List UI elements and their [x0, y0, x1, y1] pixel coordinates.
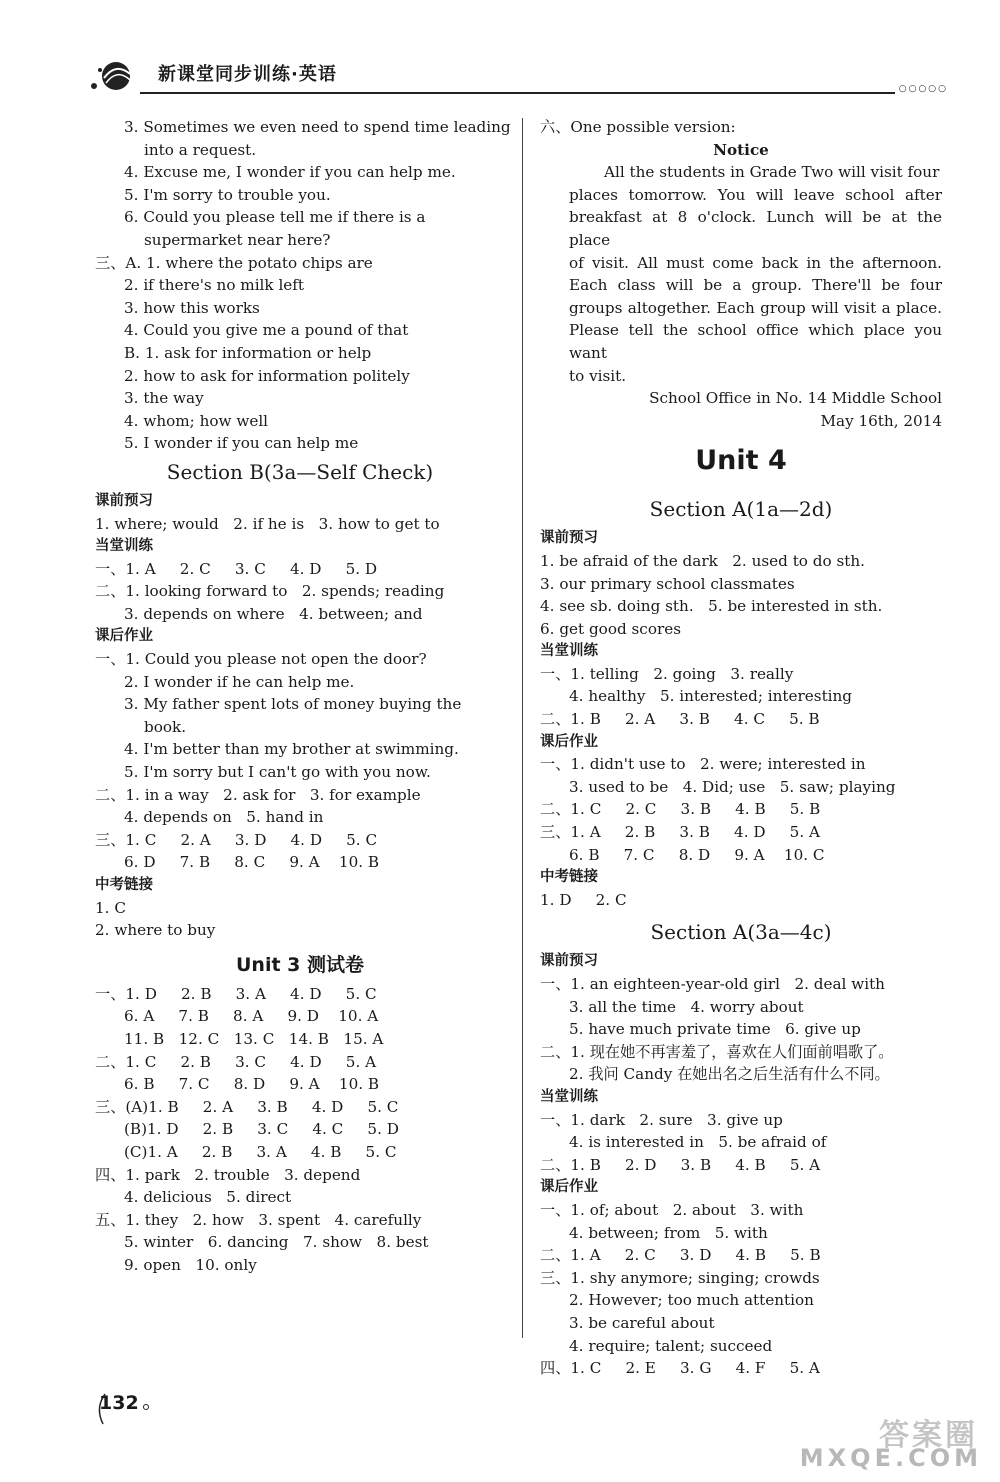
answer-line: 一、1. didn't use to 2. were; interested in — [540, 755, 866, 774]
answer-line: 2. how to ask for information politely — [124, 366, 410, 385]
answer-line: 3. My father spent lots of money buying the — [124, 695, 462, 714]
answer-line: 三、1. C 2. A 3. D 4. D 5. C — [95, 830, 378, 849]
answer-line: 9. open 10. only — [124, 1255, 257, 1274]
answer-line: 4. see sb. doing sth. 5. be interested in sth. — [540, 597, 883, 616]
answer-line: 4. I'm better than my brother at swimming. — [124, 740, 459, 759]
answer-line: 6. A 7. B 8. A 9. D 10. A — [124, 1007, 379, 1026]
answer-line: 五、1. they 2. how 3. spent 4. carefully — [95, 1210, 422, 1229]
notice-text: Please tell the school office which place you want — [569, 321, 942, 362]
column-divider — [522, 118, 523, 1338]
answer-line: B. 1. ask for information or help — [124, 343, 372, 362]
answer-line: 2. if there's no milk left — [124, 276, 305, 295]
subsection-heading: 课前预习 — [540, 953, 598, 970]
answer-line: (B)1. D 2. B 3. C 4. C 5. D — [124, 1120, 399, 1139]
watermark — [752, 1410, 982, 1474]
answer-line: 一、1. an eighteen-year-old girl 2. deal with — [540, 975, 885, 993]
answer-line: 6. B 7. C 8. D 9. A 10. C — [569, 845, 825, 864]
notice-text: groups altogether. Each group will visit a place. — [569, 298, 942, 317]
notice-signature: School Office in No. 14 Middle School — [649, 389, 942, 408]
answer-line: 3. all the time 4. worry about — [569, 997, 804, 1016]
answer-line: 6. D 7. B 8. C 9. A 10. B — [124, 853, 380, 872]
answer-line: 四、1. C 2. E 3. G 4. F 5. A — [540, 1359, 820, 1378]
answer-line: 4. is interested in 5. be afraid of — [569, 1133, 827, 1152]
answer-line: 3. used to be 4. Did; use 5. saw; playing — [569, 777, 896, 796]
section-title: Section A(1a—2d) — [649, 497, 833, 522]
answer-line: into a request. — [144, 140, 257, 159]
answer-line: (C)1. A 2. B 3. A 4. B 5. C — [124, 1142, 397, 1161]
answer-line: 1. C — [95, 898, 126, 917]
unit3-test-title: Unit 3 测试卷 — [236, 953, 364, 976]
answer-line: 3. the way — [124, 389, 204, 408]
answer-line: 3. be careful about — [569, 1313, 715, 1332]
notice-text: of visit. All must come back in the afternoon. — [569, 253, 942, 272]
answer-line: 11. B 12. C 13. C 14. B 15. A — [124, 1029, 384, 1048]
unit4-title: Unit 4 — [695, 445, 787, 477]
answer-line: 5. winter 6. dancing 7. show 8. best — [124, 1233, 429, 1252]
left-column — [95, 116, 511, 1277]
answer-line: 5. I wonder if you can help me — [124, 434, 359, 453]
answer-line: 3. our primary school classmates — [540, 574, 795, 593]
answer-line: 6. B 7. C 8. D 9. A 10. B — [124, 1075, 380, 1094]
section-title: Section B(3a—Self Check) — [166, 459, 434, 484]
answer-line: 4. whom; how well — [124, 411, 269, 430]
subsection-heading: 当堂训练 — [540, 643, 598, 660]
subsection-heading: 当堂训练 — [540, 1088, 598, 1105]
answer-line: 4. Excuse me, I wonder if you can help me. — [124, 163, 456, 182]
answer-line: 一、1. D 2. B 3. A 4. D 5. C — [95, 984, 377, 1003]
answer-line: 二、1. C 2. C 3. B 4. B 5. B — [540, 800, 821, 819]
notice-text: Each class will be a group. There'll be four — [569, 276, 942, 295]
answer-line: 4. depends on 5. hand in — [124, 808, 324, 827]
answer-line: 六、One possible version: — [540, 118, 736, 136]
answer-line: 2. 我问 Candy 在她出名之后生活有什么不同。 — [569, 1065, 890, 1084]
page-header — [80, 52, 948, 98]
subsection-heading: 课前预习 — [95, 492, 153, 509]
answer-line: 二、1. 现在她不再害羞了，喜欢在人们面前唱歌了。 — [540, 1042, 894, 1061]
notice-title: Notice — [713, 140, 769, 159]
answer-line: 三、(A)1. B 2. A 3. B 4. D 5. C — [95, 1097, 399, 1116]
header-rule — [140, 92, 948, 94]
answer-line: 一、1. telling 2. going 3. really — [540, 664, 794, 683]
right-column — [540, 116, 942, 1380]
answer-line: 二、1. B 2. D 3. B 4. B 5. A — [540, 1155, 821, 1174]
answer-line: 4. Could you give me a pound of that — [124, 321, 409, 340]
answer-line: 5. I'm sorry but I can't go with you now. — [124, 763, 431, 782]
answer-line: 四、1. park 2. trouble 3. depend — [95, 1165, 361, 1184]
answer-line: supermarket near here? — [144, 230, 331, 249]
answer-line: 三、1. shy anymore; singing; crowds — [540, 1268, 820, 1287]
answer-line: 一、1. dark 2. sure 3. give up — [540, 1110, 783, 1129]
answer-line: 1. D 2. C — [540, 890, 627, 909]
answer-line: 4. healthy 5. interested; interesting — [569, 687, 853, 706]
subsection-heading: 当堂训练 — [95, 538, 153, 555]
answer-line: 一、1. of; about 2. about 3. with — [540, 1200, 804, 1219]
subsection-heading: 中考链接 — [540, 869, 598, 886]
subsection-heading: 课后作业 — [540, 733, 598, 750]
page-number-text: 132 — [99, 1392, 139, 1414]
answer-line: 一、1. Could you please not open the door? — [95, 650, 427, 669]
header-title: 新课堂同步训练·英语 — [158, 64, 337, 85]
answer-line: 三、1. A 2. B 3. B 4. D 5. A — [540, 823, 820, 842]
answer-line: 6. get good scores — [540, 619, 682, 638]
answer-line: 4. between; from 5. with — [569, 1223, 768, 1242]
answer-line: 2. I wonder if he can help me. — [124, 672, 355, 691]
answer-line: 4. require; talent; succeed — [569, 1336, 773, 1355]
notice-date: May 16th, 2014 — [820, 411, 942, 430]
answer-line: 三、A. 1. where the potato chips are — [95, 253, 373, 272]
answer-line: 二、1. looking forward to 2. spends; reading — [95, 582, 445, 601]
answer-line: 二、1. in a way 2. ask for 3. for example — [95, 785, 421, 804]
answer-line: 1. where; would 2. if he is 3. how to get to — [95, 514, 440, 533]
header-dots: ○○○○○ — [895, 84, 948, 94]
answer-line: 二、1. A 2. C 3. D 4. B 5. B — [540, 1246, 821, 1265]
notice-text: places tomorrow. You will leave school after — [569, 185, 942, 204]
answer-line: 3. how this works — [124, 298, 260, 317]
subsection-heading: 中考链接 — [95, 877, 153, 893]
subsection-heading: 课后作业 — [540, 1179, 598, 1196]
answer-line: 4. delicious 5. direct — [124, 1188, 292, 1207]
answer-line: 2. where to buy — [95, 921, 216, 940]
answer-line: book. — [144, 717, 187, 736]
notice-text: breakfast at 8 o'clock. Lunch will be at the place — [569, 208, 942, 249]
answer-line: 一、1. A 2. C 3. C 4. D 5. D — [95, 559, 378, 578]
page-number — [97, 1390, 157, 1426]
subsection-heading: 课前预习 — [540, 530, 598, 547]
subsection-heading: 课后作业 — [95, 628, 153, 645]
answer-line: 2. However; too much attention — [569, 1291, 814, 1310]
notice-text: to visit. — [569, 366, 627, 385]
section-title: Section A(3a—4c) — [650, 920, 832, 945]
answer-line: 1. be afraid of the dark 2. used to do sth. — [540, 551, 865, 570]
watermark-logo-text: 答案圈 — [879, 1418, 978, 1453]
answer-line: 二、1. B 2. A 3. B 4. C 5. B — [540, 710, 820, 729]
answer-line: 6. Could you please tell me if there is a — [124, 208, 426, 227]
answer-line: 3. Sometimes we even need to spend time leading — [124, 118, 511, 136]
answer-line: 5. I'm sorry to trouble you. — [124, 185, 331, 204]
notice-text: All the students in Grade Two will visit four — [604, 163, 940, 182]
book-logo-icon — [86, 56, 136, 94]
answer-line: 5. have much private time 6. give up — [569, 1020, 861, 1039]
watermark-url: MXQE.COM — [799, 1444, 982, 1472]
answer-line: 3. depends on where 4. between; and — [124, 604, 423, 623]
answer-line: 二、1. C 2. B 3. C 4. D 5. A — [95, 1052, 377, 1071]
